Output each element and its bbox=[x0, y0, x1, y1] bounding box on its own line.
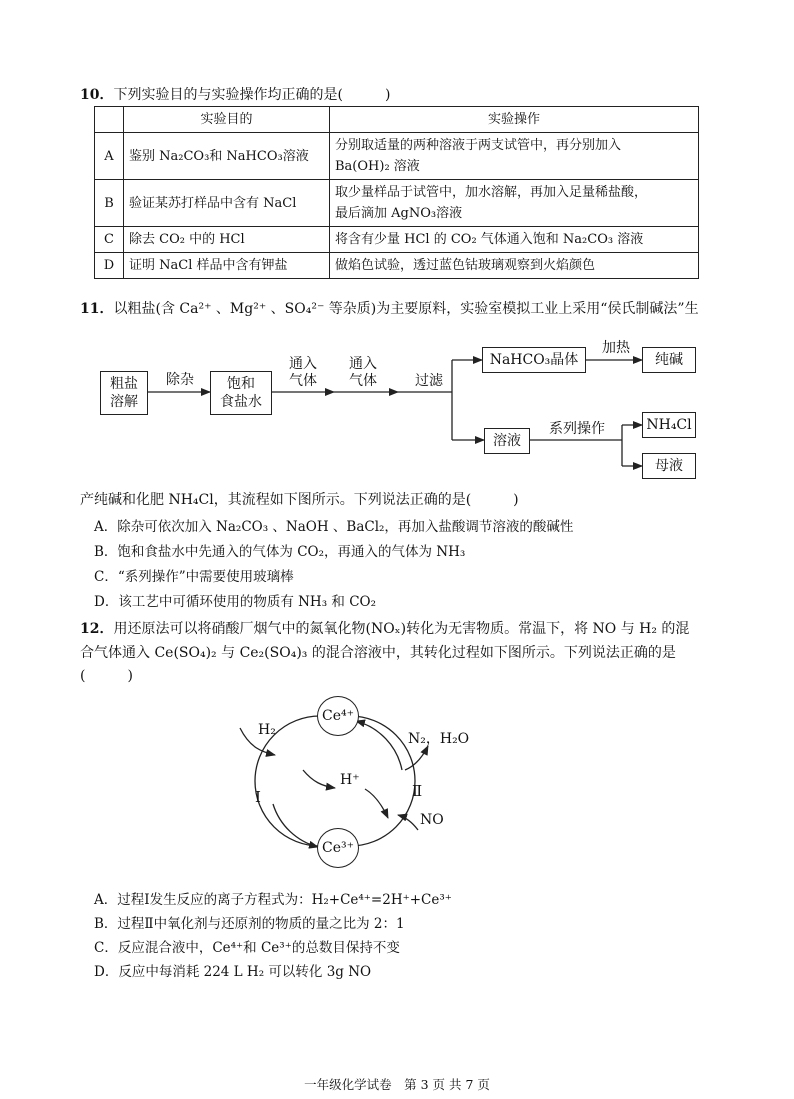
row-letter: D bbox=[95, 253, 124, 279]
row-operation-line: 最后滴加 AgNO₃溶液 bbox=[335, 206, 463, 221]
q12-option-c: C．反应混合液中，Ce⁴⁺和 Ce³⁺的总数目保持不变 bbox=[94, 940, 400, 956]
row-letter: B bbox=[95, 180, 124, 227]
q10-number: 10． bbox=[80, 87, 114, 103]
flow-box-crude-salt bbox=[100, 371, 148, 415]
row-goal: 证明 NaCl 样品中含有钾盐 bbox=[124, 253, 330, 279]
row-operation-line: 取少量样品于试管中，加水溶解，再加入足量稀盐酸， bbox=[335, 185, 648, 200]
page-footer: 一年级化学试卷 第 3 页 共 7 页 bbox=[304, 1077, 490, 1092]
row-letter: A bbox=[95, 133, 124, 180]
cycle-label-hplus: H⁺ bbox=[340, 772, 360, 788]
q12-stem-line2: 合气体通入 Ce(SO₄)₂ 与 Ce₂(SO₄)₃ 的混合溶液中，其转化过程如下图所示。下列说法正确的是 bbox=[80, 645, 676, 661]
row-goal: 鉴别 Na₂CO₃和 NaHCO₃溶液 bbox=[124, 133, 330, 180]
row-goal: 验证某苏打样品中含有 NaCl bbox=[124, 180, 330, 227]
flow-box-nh4cl: NH₄Cl bbox=[642, 412, 696, 438]
q11-number: 11． bbox=[80, 301, 114, 317]
flow-label-gas-1: 通入 气体 bbox=[289, 356, 317, 389]
flow-label-series-operation: 系列操作 bbox=[549, 421, 605, 437]
cycle-label-no: NO bbox=[420, 812, 444, 828]
flow-box-brine bbox=[210, 371, 272, 415]
cycle-node-ce4 bbox=[317, 696, 359, 736]
q12-stem-line1: 用还原法可以将硝酸厂烟气中的氮氧化物(NOₓ)转化为无害物质。常温下，将 NO 与 H₂ 的混 bbox=[113, 621, 690, 637]
row-operation: 做焰色试验，透过蓝色钴玻璃观察到火焰颜色 bbox=[330, 253, 699, 279]
row-goal: 除去 CO₂ 中的 HCl bbox=[124, 227, 330, 253]
q12-option-d: D．反应中每消耗 224 L H₂ 可以转化 3g NO bbox=[94, 964, 372, 980]
flow-label-gas-2: 通入 气体 bbox=[349, 356, 377, 389]
flow-label-remove-impurities: 除杂 bbox=[166, 372, 194, 388]
q11-option-d: D．该工艺中可循环使用的物质有 NH₃ 和 CO₂ bbox=[94, 594, 377, 610]
cycle-label-process-2: Ⅱ bbox=[412, 782, 423, 800]
flow-box-nahco3: NaHCO₃晶体 bbox=[482, 347, 586, 373]
row-operation: 将含有少量 HCl 的 CO₂ 气体通入饱和 Na₂CO₃ 溶液 bbox=[330, 227, 699, 253]
q12-stem-line3: ( ) bbox=[80, 668, 133, 684]
row-operation-line: 分别取适量的两种溶液于两支试管中，再分别加入 bbox=[335, 138, 622, 153]
q11-option-a: A．除杂可依次加入 Na₂CO₃ 、NaOH 、BaCl₂，再加入盐酸调节溶液的酸碱性 bbox=[94, 519, 574, 535]
flow-box-solution: 溶液 bbox=[484, 428, 530, 454]
cycle-label-products: N₂，H₂O bbox=[408, 731, 470, 747]
flow-box-mother-liquor: 母液 bbox=[642, 453, 696, 479]
q10-stem-text: 下列实验目的与实验操作均正确的是( ) bbox=[113, 87, 391, 103]
q12-number: 12． bbox=[80, 621, 114, 637]
q12-option-a: A．过程Ⅰ发生反应的离子方程式为：H₂+Ce⁴⁺=2H⁺+Ce³⁺ bbox=[94, 892, 452, 908]
cycle-label-h2: H₂ bbox=[258, 722, 276, 738]
table-header-goal: 实验目的 bbox=[124, 107, 330, 133]
q11-stem-line1: 以粗盐(含 Ca²⁺ 、Mg²⁺ 、SO₄²⁻ 等杂质)为主要原料，实验室模拟工业上采用“侯氏制碱法”生 bbox=[113, 301, 699, 317]
q11-stem-line2: 产纯碱和化肥 NH₄Cl，其流程如下图所示。下列说法正确的是( ) bbox=[80, 492, 519, 508]
row-letter: C bbox=[95, 227, 124, 253]
flow-box-soda-ash: 纯碱 bbox=[642, 347, 696, 373]
flow-label-heat: 加热 bbox=[602, 340, 630, 356]
cycle-node-ce4-text: Ce⁴⁺ bbox=[322, 708, 354, 724]
cycle-label-process-1: Ⅰ bbox=[255, 788, 261, 806]
q11-option-c: C．“系列操作”中需要使用玻璃棒 bbox=[94, 569, 294, 585]
q12-stem bbox=[80, 618, 689, 638]
flow-box-brine-text: 饱和 食盐水 bbox=[220, 376, 262, 410]
flow-box-crude-salt-text: 粗盐 溶解 bbox=[110, 376, 138, 410]
table-header-operation: 实验操作 bbox=[330, 107, 699, 133]
flow-label-filter: 过滤 bbox=[415, 373, 443, 389]
q12-option-b: B．过程Ⅱ中氧化剂与还原剂的物质的量之比为 2：1 bbox=[94, 916, 405, 932]
row-operation-line: Ba(OH)₂ 溶液 bbox=[335, 159, 420, 174]
q11-option-b: B．饱和食盐水中先通入的气体为 CO₂，再通入的气体为 NH₃ bbox=[94, 544, 466, 560]
cycle-node-ce3 bbox=[317, 828, 359, 868]
cycle-node-ce3-text: Ce³⁺ bbox=[322, 840, 354, 856]
